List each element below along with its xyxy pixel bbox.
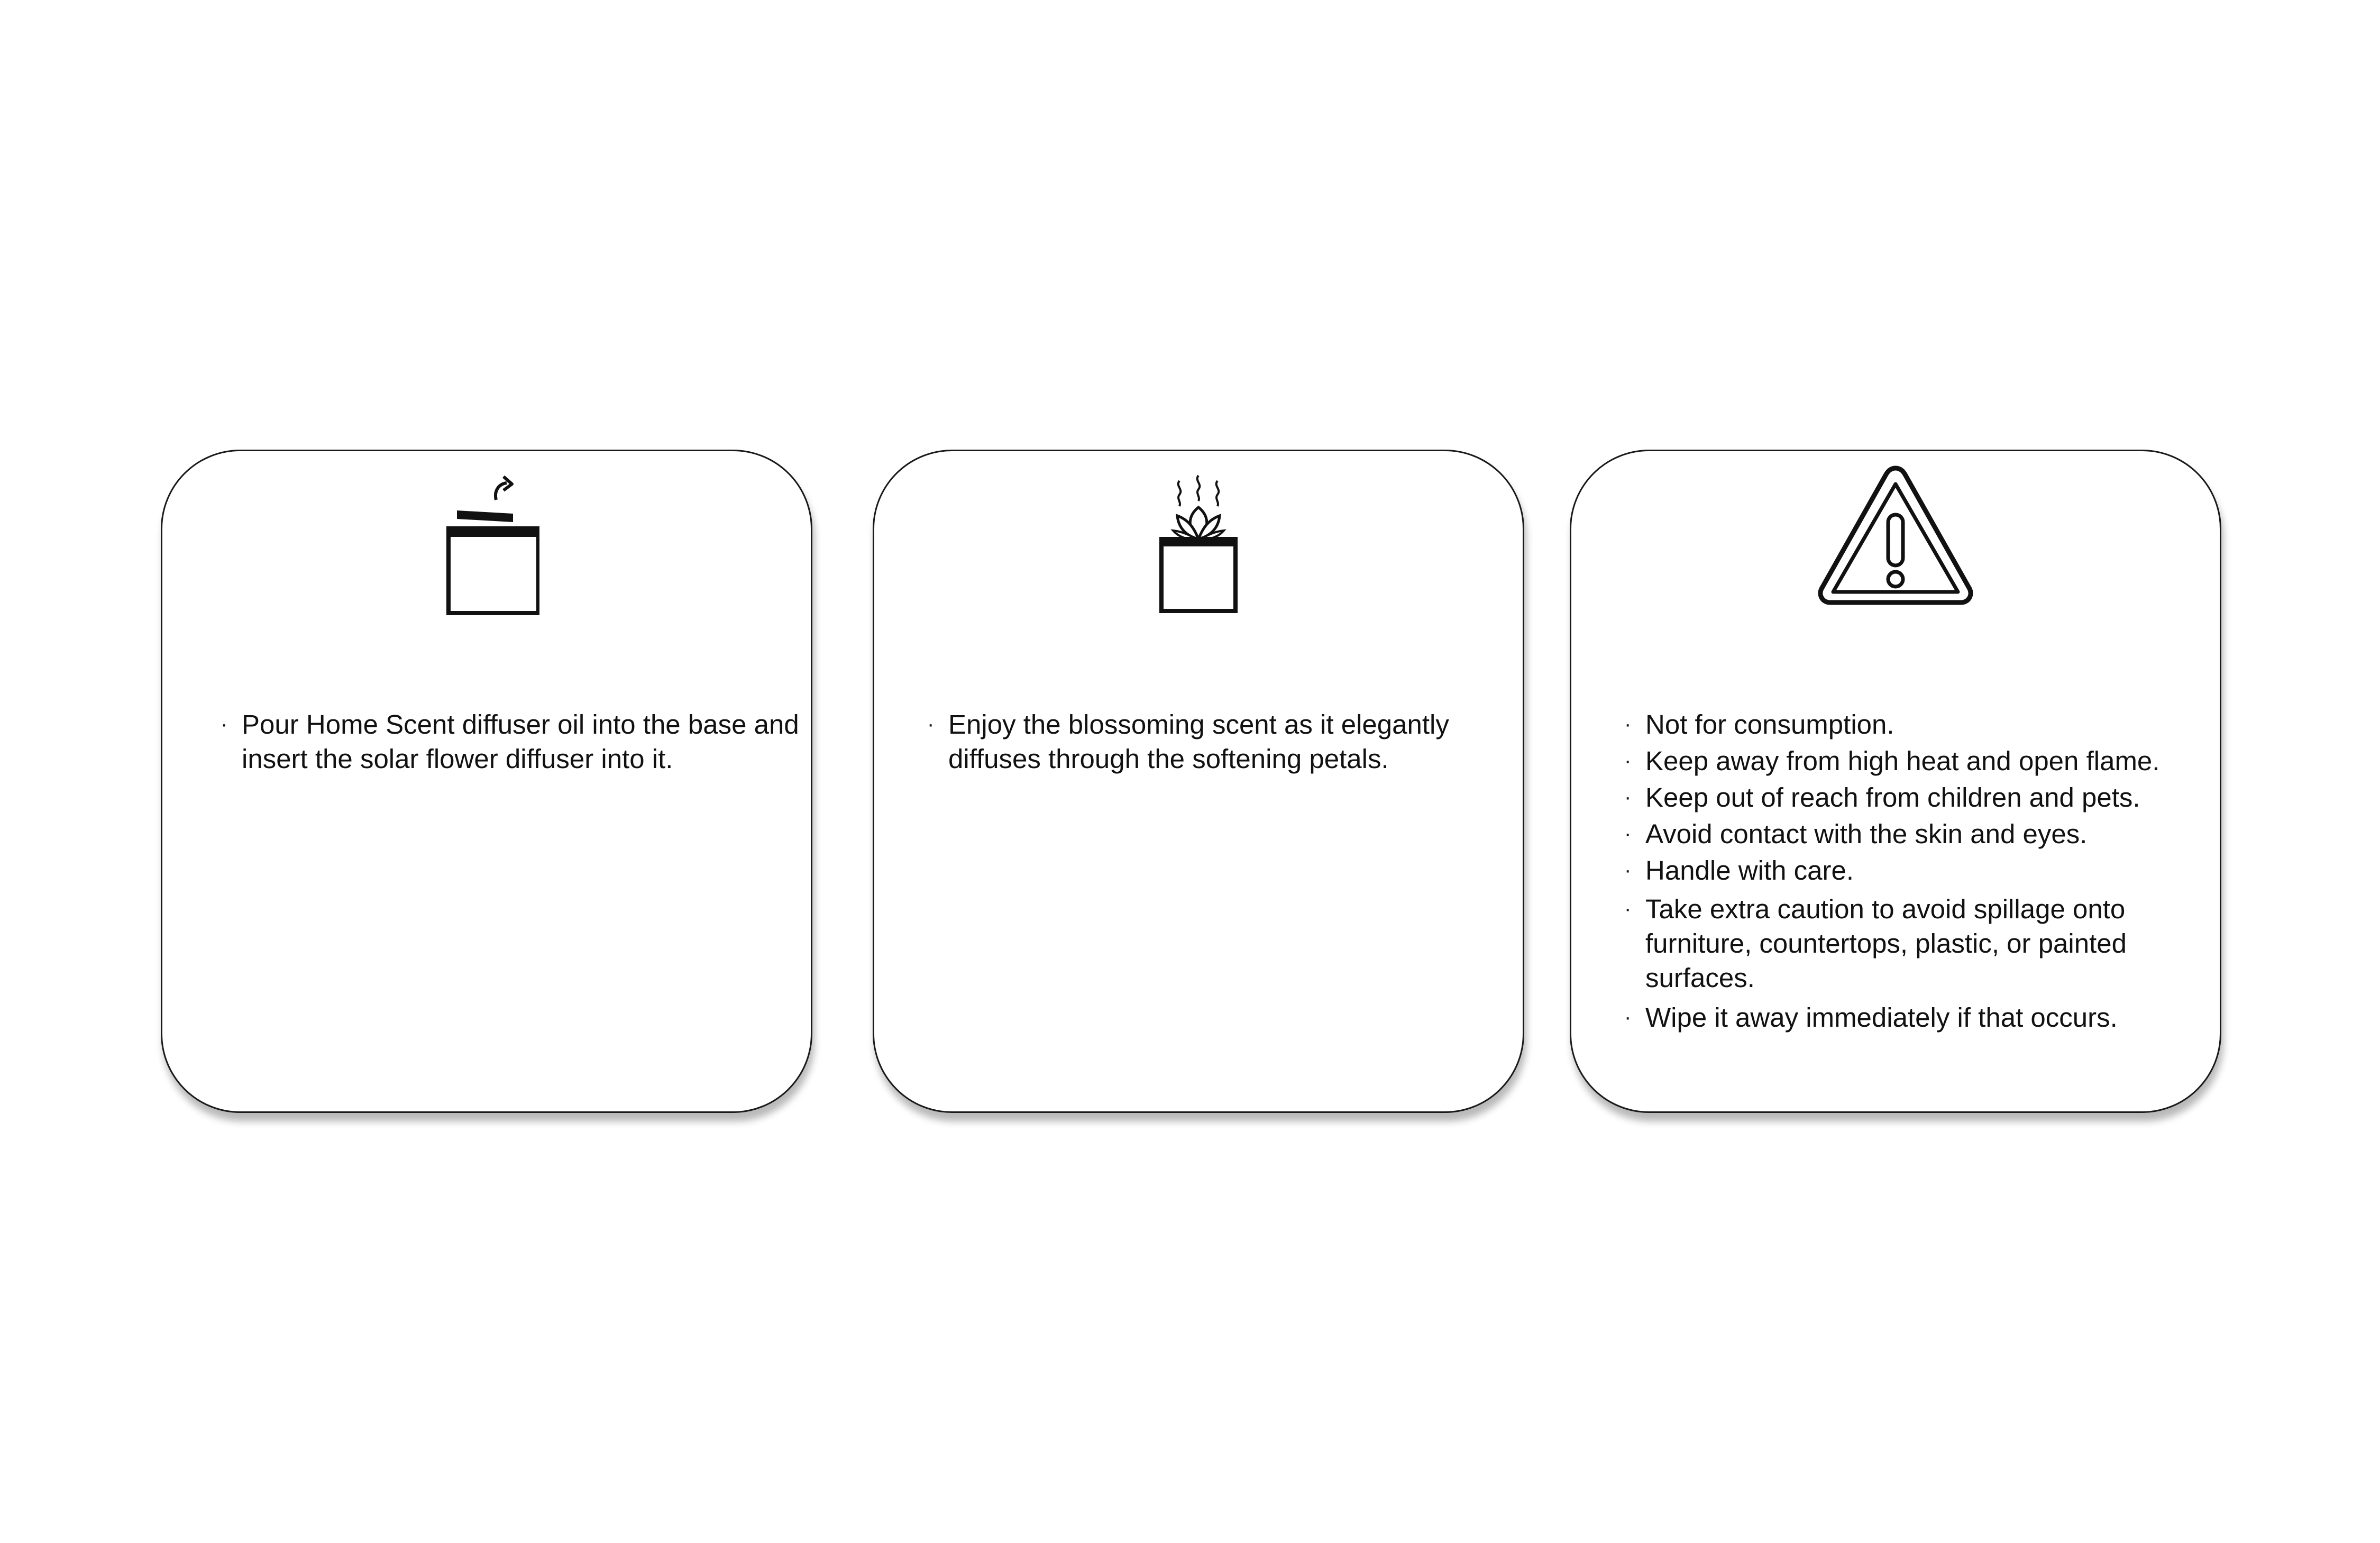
- list-item: · Handle with care.: [1624, 855, 1854, 885]
- instruction-list: [221, 707, 802, 776]
- list-item: · Keep away from high heat and open flame.: [1624, 746, 2160, 776]
- warning-triangle-icon: [1571, 531, 2220, 605]
- instruction-list: [927, 707, 1514, 776]
- list-item: · Take extra caution to avoid spillage onto furniture, countertops, plastic, or painted surfaces.: [1624, 894, 2127, 993]
- instruction-card-enjoy: [873, 450, 1524, 1113]
- instruction-card-pour: [161, 450, 812, 1113]
- list-item: · Avoid contact with the skin and eyes.: [1624, 819, 2088, 849]
- list-item: · Not for consumption.: [1624, 709, 1894, 739]
- list-item: · Enjoy the blossoming scent as it elegantly diffuses through the softening petals.: [927, 709, 1449, 774]
- list-item: · Wipe it away immediately if that occurs.: [1624, 1002, 2118, 1033]
- diffuser-base-pour-icon: [162, 531, 811, 605]
- list-item: · Keep out of reach from children and pets.: [1624, 782, 2140, 812]
- caution-list: [1624, 707, 2211, 1037]
- blossoming-flower-diffuser-icon: [874, 531, 1523, 605]
- caution-card: [1570, 450, 2221, 1113]
- list-item: · Pour Home Scent diffuser oil into the base and insert the solar flower diffuser into it.: [221, 709, 799, 774]
